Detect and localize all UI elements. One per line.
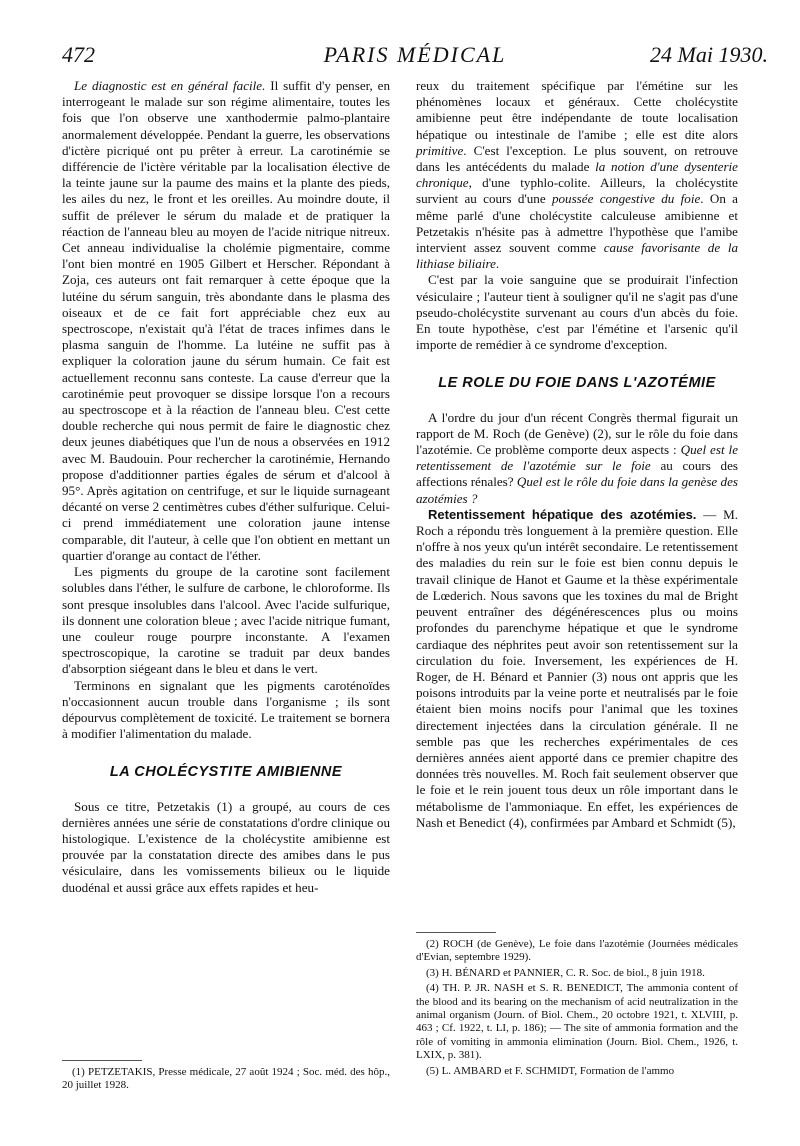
paragraph-text: . On a même parlé d'une cholécystite calculeuse amibienne et Petzetakis n'hésite pas à admettre l'hypothèse que l'amibe intervient assez souvent comme — [416, 191, 738, 256]
paragraph — [416, 507, 738, 831]
paragraph-text: , d'une typhlo-colite. Ailleurs, la cholécystite survient au cours d'une — [416, 175, 738, 207]
footnotes-right — [416, 938, 738, 1080]
paragraph-text: Il suffit d'y penser, en interrogeant le malade sur son régime alimentaire, toutes les fois que l'on observe une xanthodermie palmo-plantaire anormalement développée. Pendant la guerre, les observations d'ictère picriqué ont pu prêter à erreur. La carotinémie se différencie de l'ictère véritable par la localisation élective de la teinte jaune sur la paume des mains et la plante des pieds, les ailes du nez, le front et les oreilles. Au moindre doute, il suffit de prélever le sérum du malade et de pratiquer la réaction de l'anneau bleu au moyen de l'acide nitrique nitreux. Cet anneau individualise la cholémie pigmentaire, comme l'ont bien montré en 1905 Gilbert et Herscher. Répondant à Zoja, ces auteurs ont fait remarquer à cette époque que la lutéine du sérum sanguin, très abondante dans le plasma des oiseaux et de ce fait fort appréciable chez eux au spectroscope, n'existait qu'à l'état de traces infimes dans le plasma sanguin de l'homme. La lutéine ne suffit pas à expliquer la coloration jaune du sérum humain. Ce fait est actuellement reconnu sans conteste. La cause d'erreur que la carotinémie peut provoquer se dissipe lorsque l'on a recours au spectroscope et à la réaction de l'anneau bleu. C'est cette double recherche qui nous permit de faire le diagnostic chez deux jeunes diabétiques que l'un de nous a observées en 1912 avec M. Baudouin. Pour rechercher la carotinémie, Hernando propose d'additionner parties égales de sérum et d'alcool à 95°. Après agitation on centrifuge, et sur le liquide surnageant décanté on verse 2 centimètres cubes d'éther sulfurique. Celui-ci prend immédiatement une coloration jaune intense comparable, dit l'auteur, à celle que l'on obtient en mettant un quartier d'orange au contact de l'éther. — [62, 78, 390, 563]
paragraph-text: A l'ordre du jour d'un récent Congrès thermal figurait un rapport de M. Roch (de Genève) (2), sur le rôle du foie dans l'azotémie. Ce problème comporte deux aspects : — [416, 409, 738, 458]
page-number: 472 — [62, 42, 95, 67]
paragraph — [416, 410, 738, 507]
italic-phrase: cause favorisante de la lithiase biliaire — [416, 240, 738, 272]
paragraph — [62, 78, 390, 564]
footnote: (3) H. BÉNARD et PANNIER, C. R. Soc. de biol., 8 juin 1918. — [426, 966, 705, 979]
subheading: Retentissement hépatique des azotémies. — [428, 506, 697, 522]
issue-date: 24 Mai 1930. — [650, 42, 768, 67]
footnote-separator — [62, 1060, 142, 1061]
italic-phrase: Quel est le rôle du foie dans la genèse des azotémies ? — [416, 474, 738, 506]
footnote: (1) PETZETAKIS, Presse médicale, 27 août 1924 ; Soc. méd. des hôp., 20 juillet 1928. — [62, 1066, 390, 1092]
footnote: (5) L. AMBARD et F. SCHMIDT, Formation de l'ammo — [426, 1064, 675, 1077]
paragraph-text: . — [495, 256, 500, 272]
journal-title: PARIS MÉDICAL — [323, 42, 507, 67]
paragraph: C'est par la voie sanguine que se produirait l'infection vésiculaire ; l'auteur tient à souligner qu'il ne s'agit pas d'une pseudo-cholécystite survenant au cours d'un abcès du foie. En toute hypothèse, c'est par l'émétine et l'arsenic qu'il importe de remédier à ce syndrome d'exception. — [416, 272, 738, 353]
section-heading: LA CHOLÉCYSTITE AMIBIENNE — [109, 764, 343, 781]
paragraph: Terminons en signalant que les pigments caroténoïdes n'occasionnent aucun trouble dans l'organisme ; ils sont dépourvus complètement de toxicité. Le traitement se bornera à modifier l'alimentation du malade. — [62, 677, 390, 742]
footnote: (4) TH. P. JR. NASH et S. R. BENEDICT, The ammonia content of the blood and its bearing on the mechanism of acid neutralization in the animal organism (Journ. of Biol. Chem., 20 octobre 1921, t. XLVIII, p. 463 ; Cf. 1922, t. LI, p. 186); — The site of ammonia formation and the rôle of vomiting in ammonia elimination (Journ. Biol. Chem., 1926, t. LXIX, p. 381). — [416, 982, 738, 1062]
paragraph-text: . C'est l'exception. Le plus souvent, on retrouve dans les antécédents du malade — [416, 142, 738, 175]
lead-phrase: Le diagnostic est en général facile. — [74, 78, 266, 93]
right-column — [416, 78, 738, 831]
left-column — [62, 78, 390, 896]
italic-phrase: primitive — [416, 142, 464, 158]
italic-phrase: Quel est le retentissement de l'azotémie sur le foie — [416, 442, 739, 474]
paragraph-text: — M. Roch a répondu très longuement à la première question. Elle n'offre à nos yeux qu'un intérêt secondaire. Le retentissement des maladies du rein sur le foie est bien connu depuis le travail clinique de Hanot et Gaume et la thèse expérimentale de Lœderich. Nous savons que les toxines du mal de Bright peuvent entraîner des dégénérescences plus ou moins profondes du parenchyme hépatique et que le syndrome cardiaque des néphrites peut avoir son retentissement sur la circulation du foie. Inversement, les expériences de H. Roger, de H. Bénard et Pannier (3) nous ont appris que les poisons introduits par la veine porte et neutralisés par le foie étaient bien moins nocifs pour l'animal que les toxines directement injectées dans la circulation générale. Il ne semble pas que les recherches expérimentales de ces dernières années aient apporté dans ce premier chapitre des données très nouvelles. M. Roch fait seulement observer que le foie et le rein jouent tous deux un rôle important dans le métabolisme de l'ammoniaque. En effet, les expériences de Nash et Benedict (4), confirmées par Ambard et Schmidt (5), — [416, 506, 738, 830]
footnote-separator — [416, 932, 496, 933]
paragraph-text: au cours des affections rénales? — [416, 458, 738, 490]
section-heading: LE ROLE DU FOIE DANS L'AZOTÉMIE — [438, 375, 716, 392]
italic-phrase: poussée congestive du foie — [551, 191, 701, 207]
page-header — [62, 42, 768, 72]
paragraph — [416, 78, 738, 272]
italic-phrase: la notion d'une dysenterie chronique — [416, 159, 738, 191]
footnote: (2) ROCH (de Genève), Le foie dans l'azotémie (Journées médicales d'Evian, septembre 1929). — [416, 938, 738, 964]
footnotes-left — [62, 1066, 390, 1095]
paragraph-text: reux du traitement spécifique par l'émétine sur les phénomènes locaux et généraux. Cette cholécystite amibienne peut être indépendante de toute localisation hépatique ou intestinale de l'amibe ; elle est dite alors — [416, 78, 738, 142]
paragraph: Les pigments du groupe de la carotine sont facilement solubles dans l'éther, le sulfure de carbone, le chloroforme. Ils sont presque insolubles dans l'alcool. Avec l'acide sulfurique, ils donnent une coloration bleue ; avec l'acide nitrique fumant, une couleur rouge pourpre inconstante. A l'examen spectroscopique, la carotine se traduit par deux bandes d'absorption siégeant dans le bleu et dans le vert. — [62, 564, 390, 677]
paragraph: Sous ce titre, Petzetakis (1) a groupé, au cours de ces dernières années une série de constatations d'ordre clinique ou histologique. L'existence de la cholécystite amibienne est prouvée par la constatation directe des amibes dans le pus vésiculaire, dans les vomissements bilieux ou le liquide duodénal et aussi grâce aux effets rapides et heu- — [62, 798, 390, 895]
